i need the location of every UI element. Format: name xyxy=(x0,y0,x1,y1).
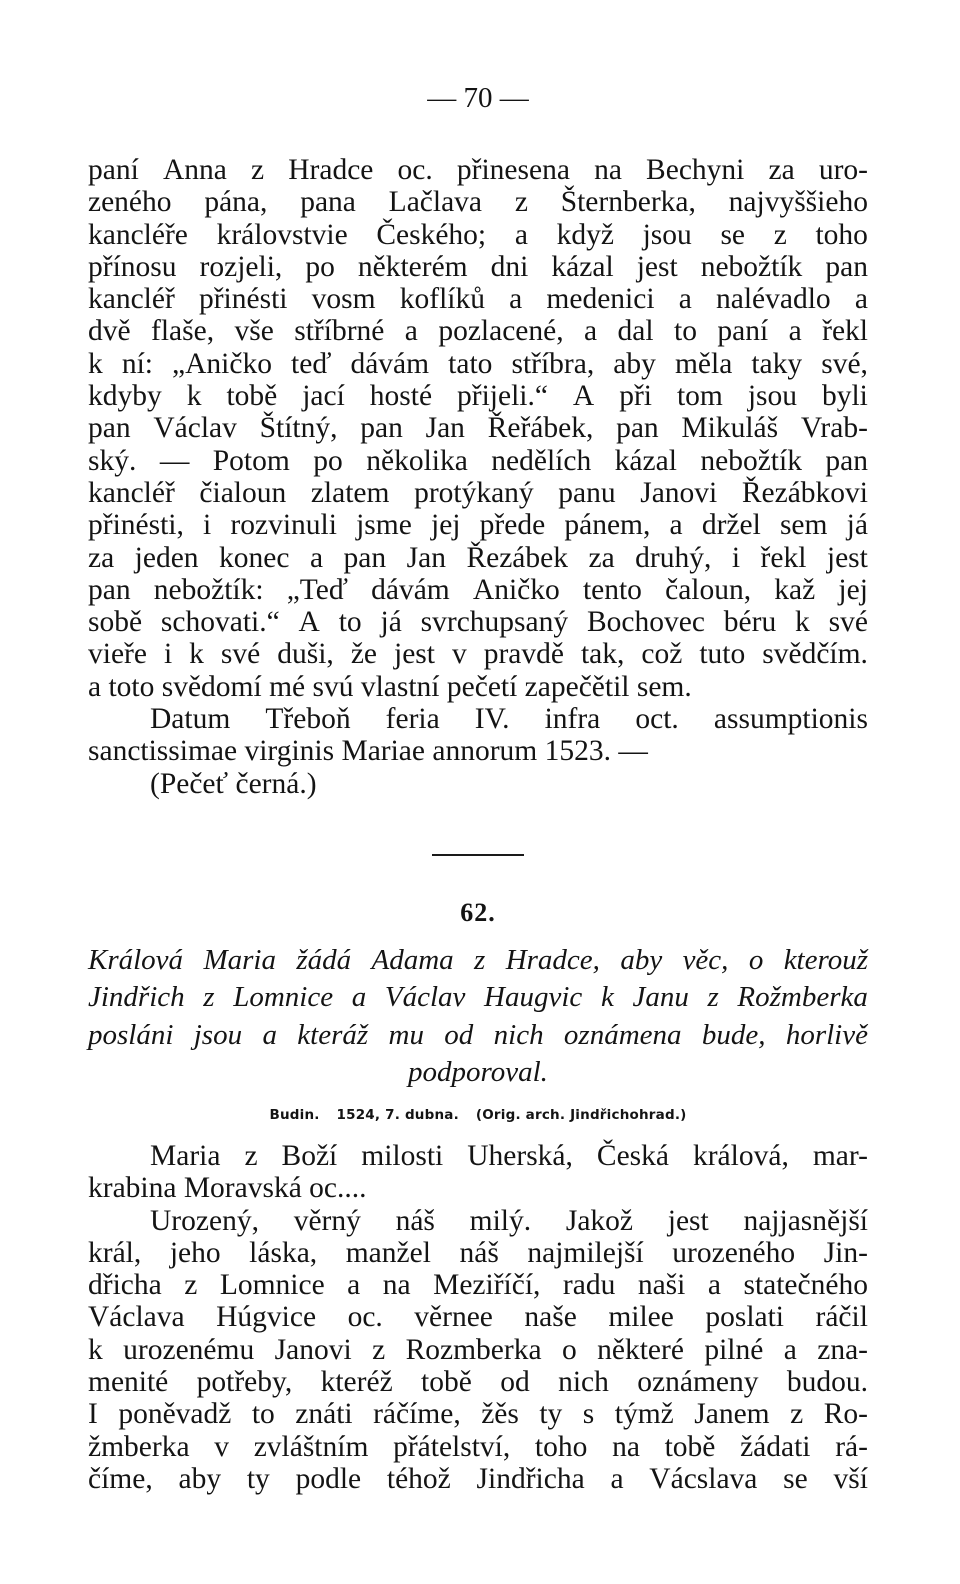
source-archive: (Orig. arch. Jindřichohrad.) xyxy=(475,1106,687,1123)
text-line: k ní: „Aničko teď dávám tato stříbra, aby měla taky své, xyxy=(88,347,868,380)
text-line: kancléř přinésti vosm koflíků a medenici a nalévadlo a xyxy=(88,283,868,316)
text-line: kancléře královstvie Českého; a když jsou se z toho xyxy=(88,218,868,251)
text-line: Maria z Boží milosti Uherská, Česká králová, mar- xyxy=(150,1139,868,1172)
source-date: 1524, 7. dubna. xyxy=(336,1106,459,1123)
text-line: kancléř čialoun zlatem protýkaný panu Janovi Řezábkovi xyxy=(88,476,868,509)
document-heading xyxy=(88,942,868,1092)
letter-body xyxy=(88,1205,868,1496)
text-line: k urozenému Janovi z Rozmberka o některé pilné a zna- xyxy=(88,1333,868,1366)
text-line: dvě flaše, vše stříbrné a pozlacené, a dal to paní a řekl xyxy=(88,315,868,348)
text-line: kdyby k tobě jací hosté přijeli.“ A při tom jsou byli xyxy=(88,380,868,413)
text-line: pan nebožtík: „Teď dávám Aničko tento čaloun, kaž jej xyxy=(88,573,868,606)
datum-line-last: sanctissimae virginis Mariae annorum 1523. — xyxy=(88,735,648,768)
text-line: Urozený, věrný náš milý. Jakož jest najjasnější xyxy=(150,1204,868,1237)
text-line: přínosu rozjeli, po některém dni kázal jest nebožtík pan xyxy=(88,250,868,283)
source-place: Budin. xyxy=(269,1106,320,1123)
text-line-last: a toto svědomí mé svú vlastní pečetí zapečětil sem. xyxy=(88,670,692,703)
text-line: vieře i k své duši, že jest v pravdě tak, což tuto svědčím. xyxy=(88,638,868,671)
document-number: 62. xyxy=(460,897,496,927)
text-line: paní Anna z Hradce oc. přinesena na Bechyni za uro- xyxy=(88,154,868,186)
page-number: — 70 — xyxy=(427,82,529,114)
letter-salutation xyxy=(88,1140,868,1205)
text-line: I poněvadž to znáti ráčíme, žěs ty s týmž Janem z Ro- xyxy=(88,1398,868,1431)
section-separator xyxy=(432,854,524,856)
text-line: král, jeho láska, manžel náš najmilejší urozeného Jin- xyxy=(88,1236,868,1269)
text-line: číme, aby ty podle téhož Jindřicha a Vácslava se vší xyxy=(88,1462,868,1495)
text-line: menité potřeby, kteréž tobě od nich oznámeny budou. xyxy=(88,1366,868,1399)
text-line: ský. — Potom po několika nedělích kázal nebožtík pan xyxy=(88,444,868,477)
heading-line: Králová Maria žádá Adama z Hradce, aby věc, o kterouž xyxy=(88,943,868,976)
heading-line: Jindřich z Lomnice a Václav Haugvic k Janu z Rožmberka xyxy=(88,981,868,1014)
text-line: zeného pána, pana Lačlava z Šternberka, najvyššieho xyxy=(88,186,868,219)
heading-line: posláni jsou a kteráž mu od nich oznámena bude, horlivě xyxy=(88,1018,868,1051)
text-line-last: krabina Moravská oc.... xyxy=(88,1172,367,1205)
text-line: přinésti, i rozvinuli jsme jej přede pánem, a držel sem já xyxy=(88,509,868,542)
text-line: žmberka v zvláštním přátelství, toho na tobě žádati rá- xyxy=(88,1430,868,1463)
source-note xyxy=(88,1100,868,1130)
text-line: dřicha z Lomnice a na Meziříčí, radu naši a statečného xyxy=(88,1269,868,1302)
datum-line: Datum Třeboň feria IV. infra oct. assumptionis xyxy=(150,703,868,736)
heading-line-last: podporoval. xyxy=(408,1056,548,1089)
paragraph-continued xyxy=(88,154,868,800)
seal-note: (Pečeť černá.) xyxy=(150,767,317,800)
text-line: Václava Húgvice oc. věrnee naše milee poslati ráčil xyxy=(88,1301,868,1334)
text-line: za jeden konec a pan Jan Řezábek za druhý, i řekl jest xyxy=(88,541,868,574)
text-line: sobě schovati.“ A to já svrchupsaný Bochovec béru k své xyxy=(88,606,868,639)
book-page xyxy=(88,78,868,1495)
text-line: pan Václav Štítný, pan Jan Řeřábek, pan Mikuláš Vrab- xyxy=(88,412,868,445)
